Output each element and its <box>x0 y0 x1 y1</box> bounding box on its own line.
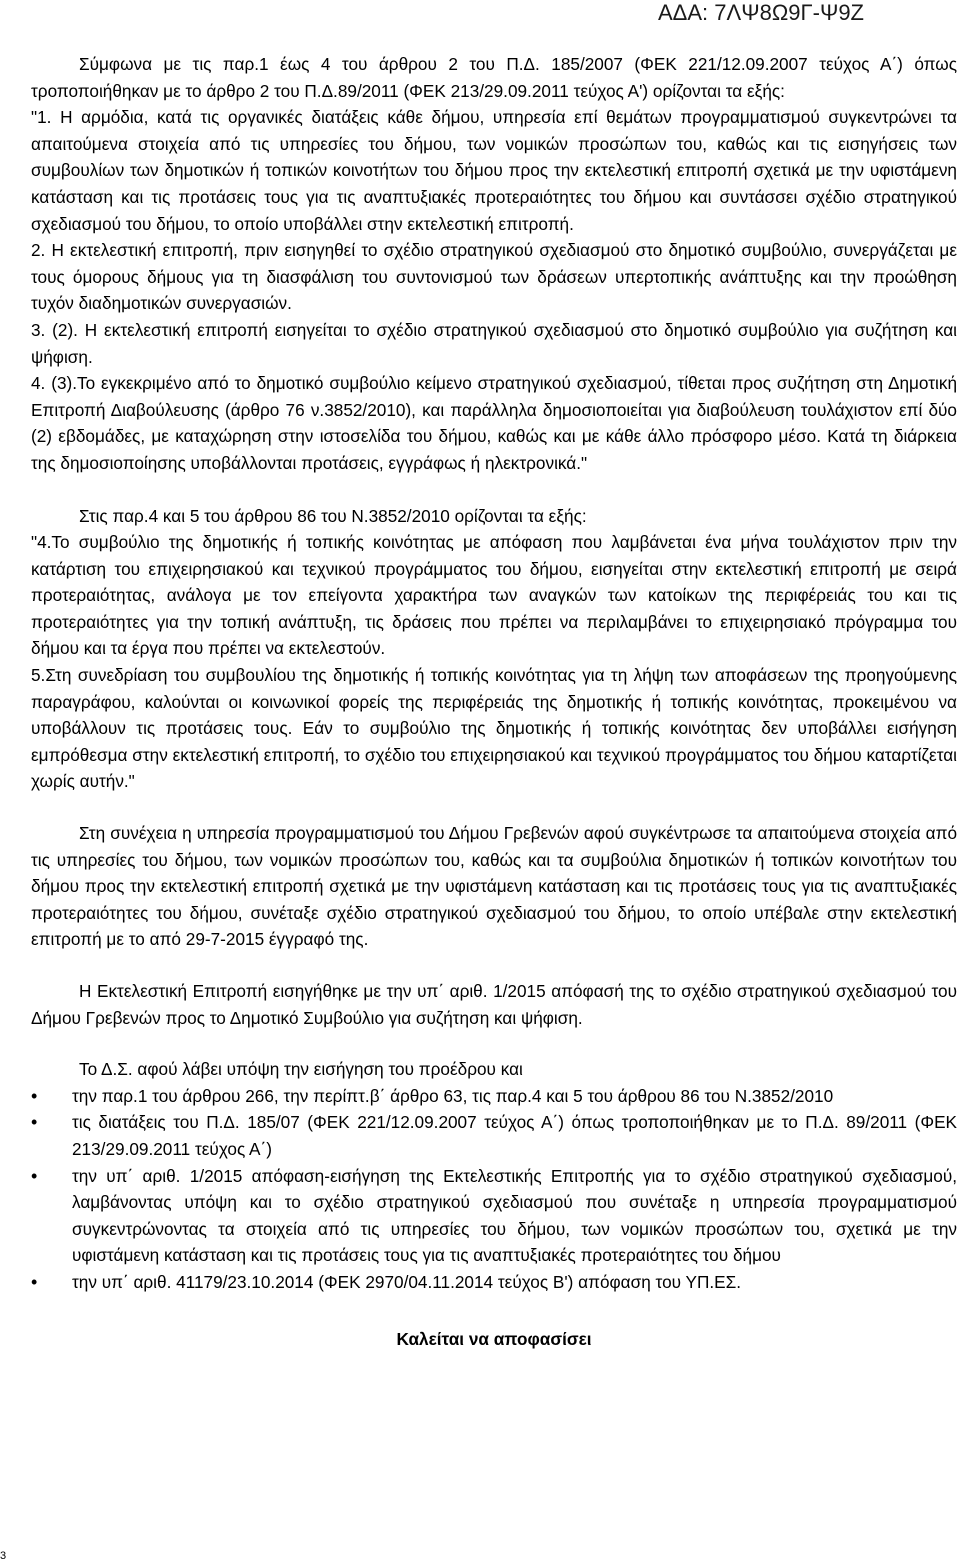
paragraph-article-3: 3. (2). Η εκτελεστική επιτροπή εισηγείται το σχέδιο στρατηγικού σχεδιασμού στο δημοτικό συμβούλιο για συζήτηση και ψήφιση. <box>31 319 957 367</box>
list-item-text: την υπ΄ αριθ. 41179/23.10.2014 (ΦΕΚ 2970/04.11.2014 τεύχος Β') απόφαση του ΥΠ.ΕΣ. <box>72 1271 742 1292</box>
paragraph-article-1: "1. Η αρμόδια, κατά τις οργανικές διατάξεις κάθε δήμου, υπηρεσία επί θεμάτων προγραμματισμού συγκεντρώνει τα απαιτούμενα στοιχεία από τις υπηρεσίες του δήμου, των νομικών προσώπων του, καθώς και τις εισηγήσεις των συμβουλίων των δημοτικών ή τοπικών κοινοτήτων του δήμου προς την εκτελεστική επιτροπή σχετικά με την υφιστάμενη κατάσταση και τις προτάσεις τους για τις αναπτυξιακές προτεραιότητες του δήμου και συντάσσει σχέδιο στρατηγικού σχεδιασμού του δήμου, το οποίο υποβάλλει στην εκτελεστική επιτροπή. <box>31 107 957 234</box>
considerations-list <box>31 1083 957 1296</box>
bullet-icon: • <box>31 1085 38 1106</box>
paragraph-service: Στη συνέχεια η υπηρεσία προγραμματισμού του Δήμου Γρεβενών αφού συγκέντρωσε τα απαιτούμενα στοιχεία από τις υπηρεσίες του δήμου, των νομικών προσώπων του, καθώς και τα συμβούλια δημοτικών ή τοπικών κοινοτήτων του δήμου προς την εκτελεστική επιτροπή σχετικά με την υφιστάμενη κατάσταση και τις προτάσεις τους για τις αναπτυξιακές προτεραιότητες του δήμου, συνέταξε σχέδιο στρατηγικού σχεδιασμού του δήμου, το οποίο υπέβαλε στην εκτελεστική επιτροπή με το από 29-7-2015 έγγραφό της. <box>31 823 957 950</box>
list-item <box>31 1083 957 1110</box>
paragraph-intro-pd: Σύμφωνα με τις παρ.1 έως 4 του άρθρου 2 του Π.Δ. 185/2007 (ΦΕΚ 221/12.09.2007 τεύχος Α΄) όπως τροποποιήθηκαν με το άρθρο 2 του Π.Δ.89/2011 (ΦΕΚ 213/29.09.2011 τεύχος Α') ορίζονται τα εξής: <box>31 54 957 101</box>
list-item-text: τις διατάξεις του Π.Δ. 185/07 (ΦΕΚ 221/12.09.2007 τεύχος Α΄) όπως τροποποιήθηκαν με το Π.Δ. 89/2011 (ΦΕΚ 213/29.09.2011 τεύχος Α΄) <box>72 1112 957 1159</box>
page-number: 3 <box>0 1550 7 1562</box>
list-item <box>31 1163 957 1269</box>
document-body <box>31 51 957 1352</box>
paragraph-article-4: 4. (3).Το εγκεκριμένο από το δημοτικό συμβούλιο κείμενο στρατηγικού σχεδιασμού, τίθεται προς συζήτηση στη Δημοτική Επιτροπή Διαβούλευσης (άρθρο 76 ν.3852/2010), και παράλληλα δημοσιοποιείται για διαβούλευση τουλάχιστον επί δύο (2) εβδομάδες, με καταχώρηση στην ιστοσελίδα του δήμου, καθώς και με κάθε άλλο πρόσφορο μέσο. Κατά τη διάρκεια της δημοσιοποίησης υποβάλλονται προτάσεις, εγγράφως ή ηλεκτρονικά." <box>31 373 957 473</box>
paragraph-intro-law: Στις παρ.4 και 5 του άρθρου 86 του Ν.3852/2010 ορίζονται τα εξής: <box>79 505 587 526</box>
bullet-icon: • <box>31 1165 38 1186</box>
list-item-text: την υπ΄ αριθ. 1/2015 απόφαση-εισήγηση της Εκτελεστικής Επιτροπής για το σχέδιο στρατηγικού σχεδιασμού, λαμβάνοντας υπόψη και το σχέδιο στρατηγικού σχεδιασμού που συνέταξε η υπηρεσία προγραμματισμού συγκεντρώνοντας τα στοιχεία από τις υπηρεσίες του δήμου, των νομικών προσώπων του, σχετικά με την υφιστάμενη κατάσταση και τις προτάσεις τους για τις αναπτυξιακές προτεραιότητες του δήμου <box>72 1165 957 1266</box>
paragraph-executive-committee: Η Εκτελεστική Επιτροπή εισηγήθηκε με την υπ΄ αριθ. 1/2015 απόφασή της το σχέδιο στρατηγικού σχεδιασμού του Δήμου Γρεβενών προς το Δημοτικό Συμβούλιο για συζήτηση και ψήφιση. <box>31 981 957 1028</box>
paragraph-article-2: 2. Η εκτελεστική επιτροπή, πριν εισηγηθεί το σχέδιο στρατηγικού σχεδιασμού στο δημοτικό συμβούλιο, συνεργάζεται με τους όμορους δήμους για τη διασφάλιση του συντονισμού των δράσεων υπερτοπικής ανάπτυξης και την προώθηση τυχόν διαδημοτικών συνεργασιών. <box>31 240 957 314</box>
list-item <box>31 1109 957 1162</box>
paragraph-law-4: "4.Το συμβούλιο της δημοτικής ή τοπικής κοινότητας με απόφαση που λαμβάνεται ένα μήνα τουλάχιστον πριν την κατάρτιση του επιχειρησιακού και τεχνικού προγράμματος του δήμου, εισηγείται στην εκτελεστική επιτροπή με σειρά προτεραιότητας, ανάλογα με τον επείγοντα χαρακτήρα των αναγκών των κατοίκων της περιφέρειάς του και τις προτεραιότητες για την τοπική ανάπτυξη, τις δράσεις που πρέπει να περιλαμβάνει το επιχειρησιακό πρόγραμμα του δήμου και τα έργα που πρέπει να εκτελεστούν. <box>31 532 957 659</box>
ada-code: ΑΔΑ: 7ΛΨ8Ω9Γ-Ψ9Ζ <box>658 0 864 25</box>
paragraph-council-intro: Το Δ.Σ. αφού λάβει υπόψη την εισήγηση του προέδρου και <box>79 1059 523 1080</box>
list-item-text: την παρ.1 του άρθρου 266, την περίπτ.β΄ άρθρο 63, τις παρ.4 και 5 του άρθρου 86 του Ν.3852/2010 <box>72 1085 834 1106</box>
closing-statement: Καλείται να αποφασίσει <box>396 1328 592 1349</box>
list-item <box>31 1269 957 1296</box>
paragraph-law-5: 5.Στη συνεδρίαση του συμβουλίου της δημοτικής ή τοπικής κοινότητας για τη λήψη των αποφάσεων της προηγούμενης παραγράφου, καλούνται οι κοινωνικοί φορείς της περιφέρειάς της δημοτικής ή τοπικής κοινότητας, προκειμένου να υποβάλλουν τις προτάσεις τους. Εάν το συμβούλιο της δημοτικής ή τοπικής κοινότητας δεν υποβάλλει εισήγηση εμπρόθεσμα στην εκτελεστική επιτροπή, το σχέδιο του επιχειρησιακού και τεχνικού προγράμματος του δήμου καταρτίζεται χωρίς αυτήν." <box>31 665 957 792</box>
bullet-icon: • <box>31 1271 38 1292</box>
bullet-icon: • <box>31 1112 38 1133</box>
